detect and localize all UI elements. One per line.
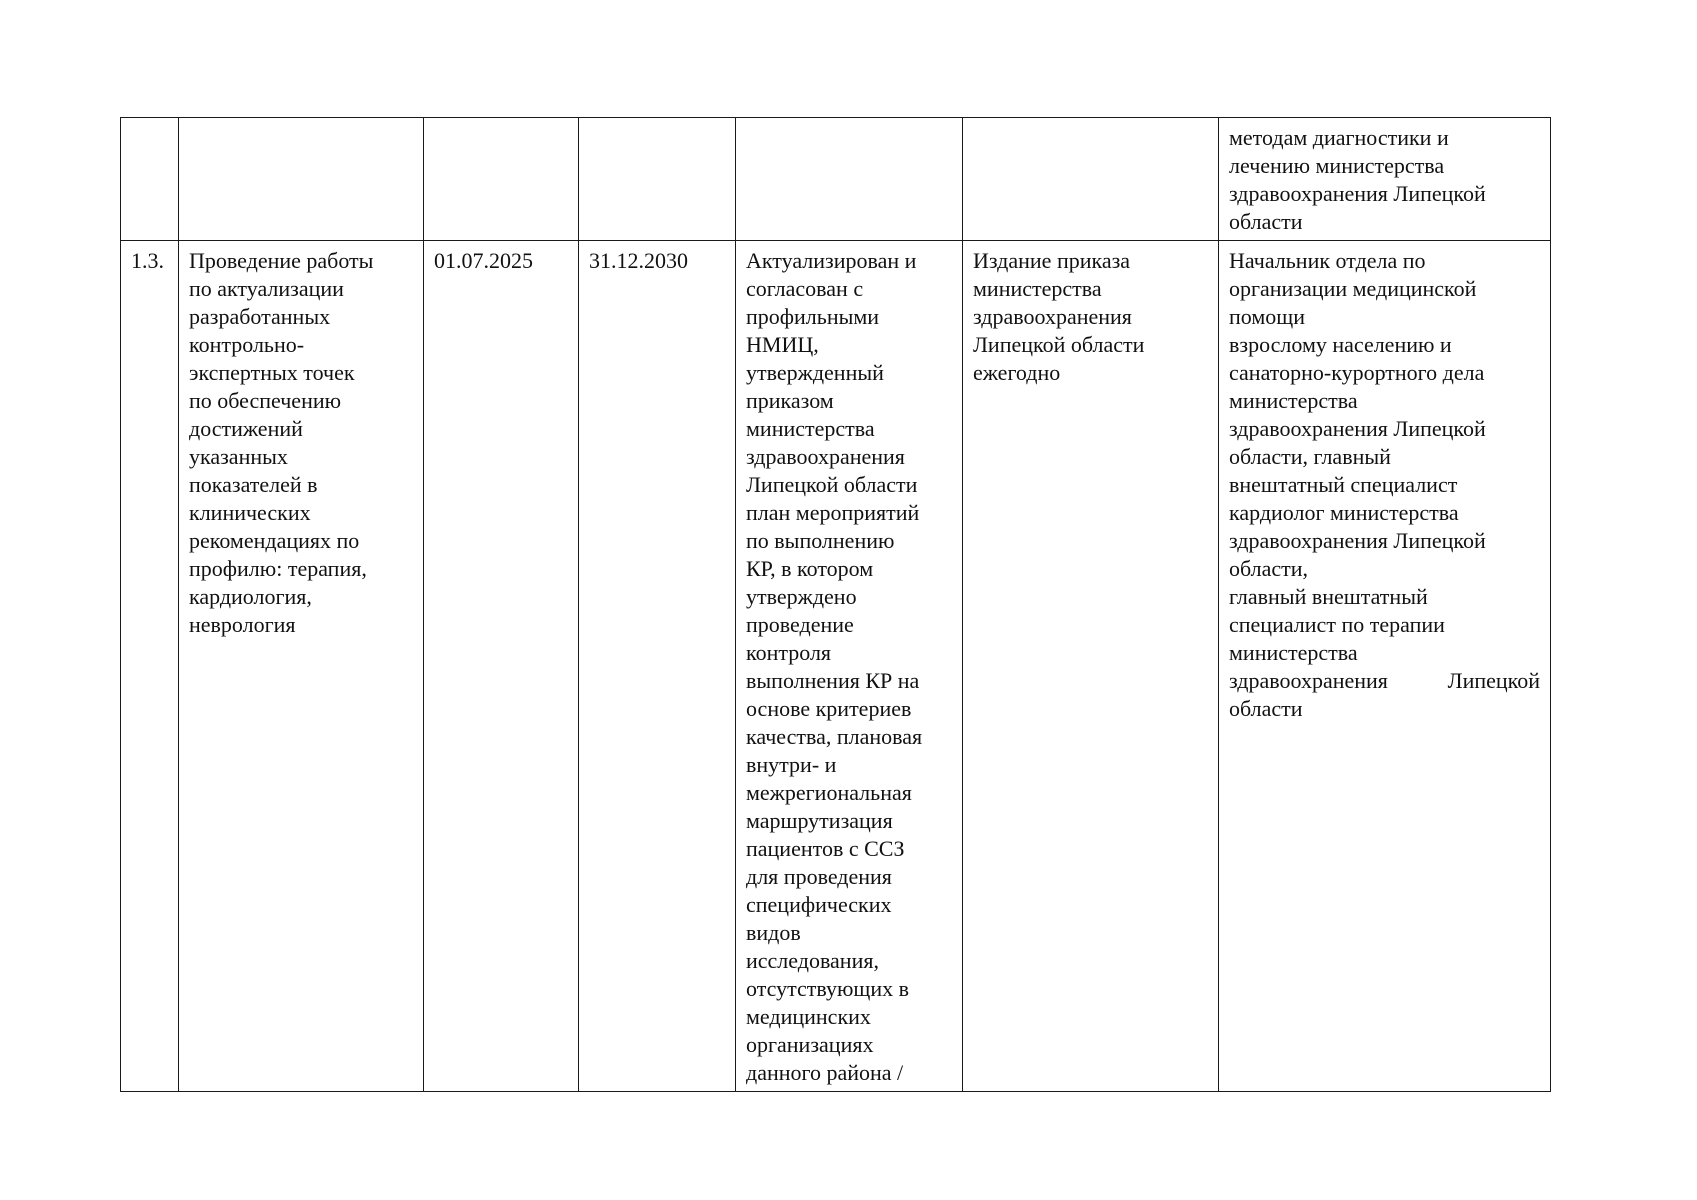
- cell-result: [736, 118, 963, 241]
- cell-document: [963, 118, 1219, 241]
- cell-description: [179, 118, 424, 241]
- cell-responsible: [1219, 241, 1551, 1092]
- cell-document: Издание приказа министерства здравоохранения Липецкой области ежегодно: [963, 241, 1219, 1092]
- cell-number: 1.3.: [121, 241, 179, 1092]
- cell-responsible: методам диагностики и лечению министерства здравоохранения Липецкой области: [1219, 118, 1551, 241]
- cell-end-date: 31.12.2030: [579, 241, 736, 1092]
- cell-end-date: [579, 118, 736, 241]
- responsible-justified-line: здравоохранения Липецкой: [1229, 668, 1540, 693]
- cell-description: Проведение работы по актуализации разработанных контрольно- экспертных точек по обеспечению достижений указанных показателей в клинических рекомендациях по профилю: терапия, кардиология, неврология: [179, 241, 424, 1092]
- cell-start-date: 01.07.2025: [424, 241, 579, 1092]
- activity-plan-table: [120, 117, 1551, 1092]
- cell-number: [121, 118, 179, 241]
- responsible-text: Начальник отдела по организации медицинской помощи взрослому населению и санаторно-курортного дела министерства здравоохранения Липецкой области, главный внештатный специалист кардиолог министерства здравоохранения Липецкой области, главный внештатный специалист по терапии министерства: [1229, 248, 1486, 665]
- responsible-end: области: [1229, 696, 1303, 721]
- table-row-continuation: [121, 118, 1551, 241]
- cell-result: Актуализирован и согласован с профильными НМИЦ, утвержденный приказом министерства здравоохранения Липецкой области план мероприятий по выполнению КР, в котором утверждено проведение контроля выполнения КР на основе критериев качества, плановая внутри- и межрегиональная маршрутизация пациентов с ССЗ для проведения специфических видов исследования, отсутствующих в медицинских организациях данного района /: [736, 241, 963, 1092]
- cell-start-date: [424, 118, 579, 241]
- table-row: [121, 241, 1551, 1092]
